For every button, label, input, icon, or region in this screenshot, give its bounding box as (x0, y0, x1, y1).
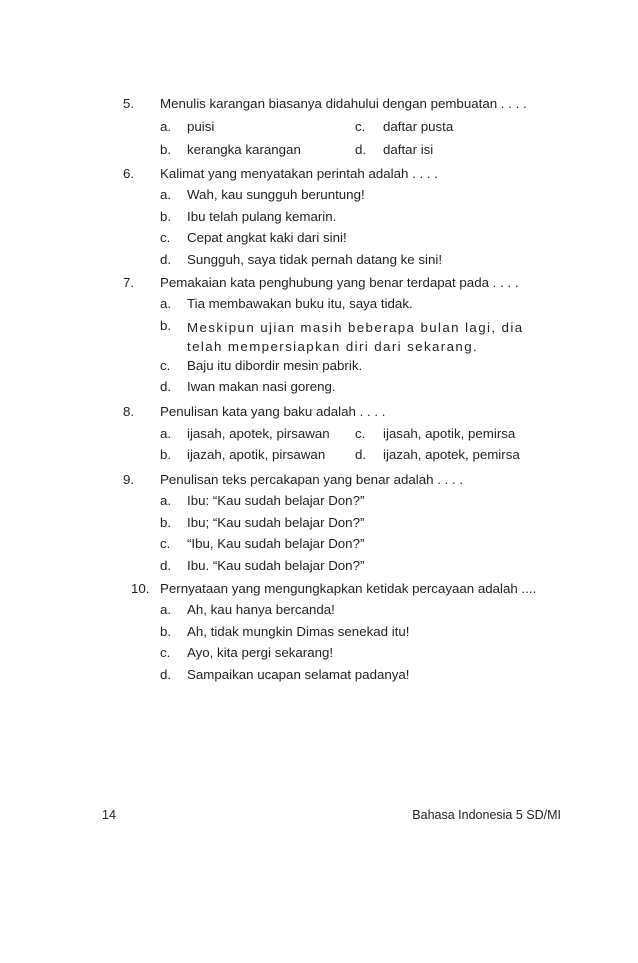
question-number: 7. (123, 275, 135, 290)
option-text: ijasah, apotek, pirsawan (187, 426, 330, 441)
option-letter: c. (355, 426, 366, 441)
option-letter: b. (160, 142, 172, 157)
option-text: Ibu. “Kau sudah belajar Don?” (187, 558, 365, 573)
option-text: ijasah, apotik, pemirsa (383, 426, 516, 441)
option-text: “Ibu, Kau sudah belajar Don?” (187, 536, 365, 551)
option-text: Sungguh, saya tidak pernah datang ke sini! (187, 252, 443, 267)
question-text: Menulis karangan biasanya didahului dengan pembuatan . . . . (160, 96, 527, 111)
option-letter: b. (160, 209, 172, 224)
option-text: Cepat angkat kaki dari sini! (187, 230, 347, 245)
option-text: ijazah, apotek, pemirsa (383, 447, 520, 462)
option-letter: b. (160, 447, 172, 462)
option-text: Ibu telah pulang kemarin. (187, 209, 337, 224)
option-text: Iwan makan nasi goreng. (187, 379, 336, 394)
question-number: 5. (123, 96, 135, 111)
option-text: Ibu: “Kau sudah belajar Don?” (187, 493, 365, 508)
option-letter: d. (160, 379, 172, 394)
option-letter: a. (160, 296, 172, 311)
option-letter: b. (160, 624, 172, 639)
option-text: ijazah, apotik, pirsawan (187, 447, 326, 462)
option-text: kerangka karangan (187, 142, 301, 157)
option-letter: a. (160, 119, 172, 134)
option-letter: c. (160, 536, 171, 551)
option-letter: a. (160, 493, 172, 508)
question-text: Kalimat yang menyatakan perintah adalah . . . . (160, 166, 438, 181)
option-text: daftar pusta (383, 119, 454, 134)
option-text: Tia membawakan buku itu, saya tidak. (187, 296, 413, 311)
option-text: Ah, kau hanya bercanda! (187, 602, 335, 617)
option-text: Sampaikan ucapan selamat padanya! (187, 667, 410, 682)
option-text: puisi (187, 119, 215, 134)
page-number: 14 (102, 808, 116, 822)
option-text: Ayo, kita pergi sekarang! (187, 645, 334, 660)
option-text: Baju itu dibordir mesin pabrik. (187, 358, 363, 373)
question-text: Pernyataan yang mengungkapkan ketidak percayaan adalah .... (160, 581, 537, 596)
option-letter: c. (355, 119, 366, 134)
option-letter: a. (160, 426, 172, 441)
question-text: Penulisan kata yang baku adalah . . . . (160, 404, 386, 419)
option-letter: a. (160, 602, 172, 617)
book-title: Bahasa Indonesia 5 SD/MI (412, 808, 561, 822)
option-letter: c. (160, 358, 171, 373)
option-letter: d. (355, 447, 367, 462)
option-text: Wah, kau sungguh beruntung! (187, 187, 365, 202)
option-text: Ibu; “Kau sudah belajar Don?” (187, 515, 365, 530)
option-letter: b. (160, 318, 172, 333)
option-letter: c. (160, 645, 171, 660)
option-letter: d. (355, 142, 367, 157)
option-letter: d. (160, 667, 172, 682)
question-text: Pemakaian kata penghubung yang benar terdapat pada . . . . (160, 275, 519, 290)
option-letter: c. (160, 230, 171, 245)
question-number: 6. (123, 166, 135, 181)
question-number: 9. (123, 472, 135, 487)
option-letter: a. (160, 187, 172, 202)
option-text: Meskipun ujian masih beberapa bulan lagi, dia telah mempersiapkan diri dari sekarang. (187, 320, 524, 354)
option-text: Ah, tidak mungkin Dimas senekad itu! (187, 624, 410, 639)
option-letter: b. (160, 515, 172, 530)
question-number: 8. (123, 404, 135, 419)
option-text: daftar isi (383, 142, 434, 157)
option-letter: d. (160, 252, 172, 267)
question-number: 10. (131, 581, 150, 596)
question-text: Penulisan teks percakapan yang benar adalah . . . . (160, 472, 464, 487)
option-letter: d. (160, 558, 172, 573)
